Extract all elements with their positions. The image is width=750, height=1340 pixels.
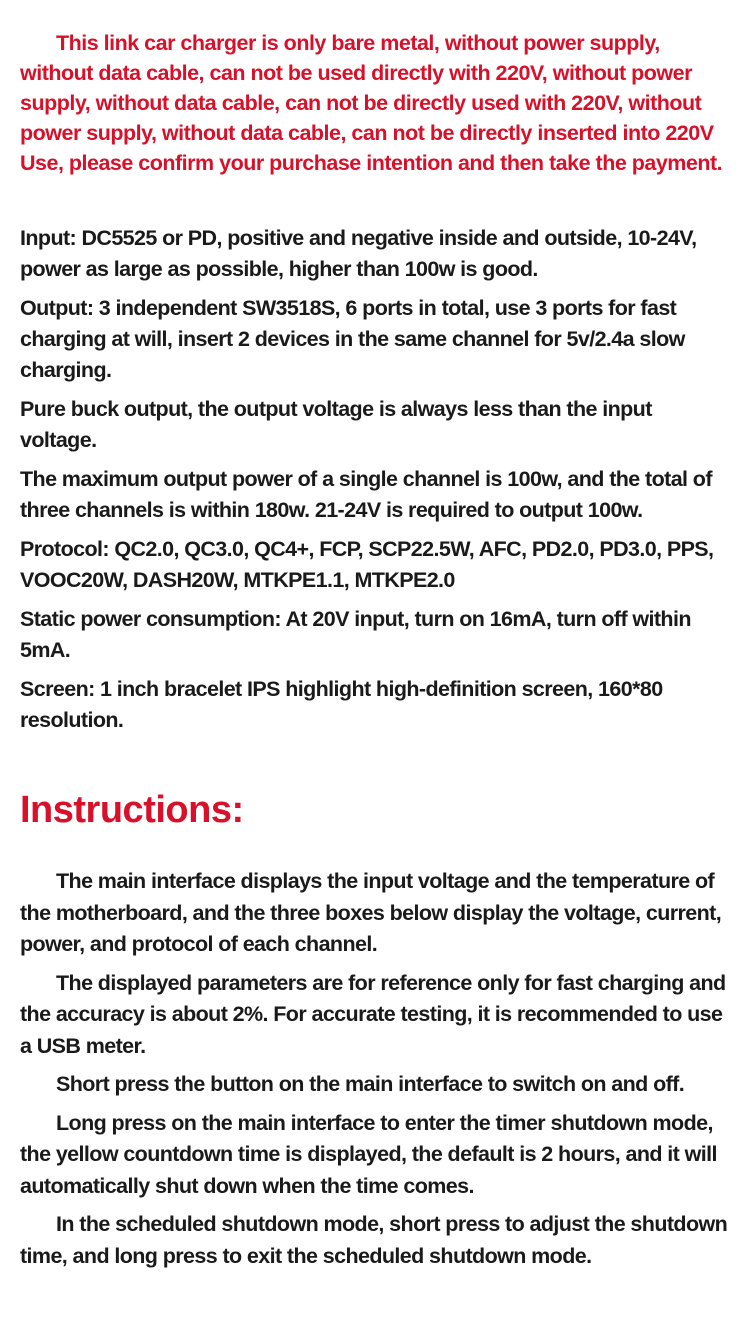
spec-output: Output: 3 independent SW3518S, 6 ports in total, use 3 ports for fast charging at will, insert 2 devices in the same channel for 5v/2.4a slow charging.: [20, 296, 685, 382]
purchase-warning-notice: This link car charger is only bare metal, without power supply, without data cable, can not be used directly with 220V, without power supply, without data cable, can not be directly used with 220V, without power supply, without data cable, can not be directly inserted into 220V Use, please confirm your purchase intention and then take the payment.: [20, 31, 723, 175]
instructions-section: [20, 866, 728, 1272]
spec-static-power: Static power consumption: At 20V input, turn on 16mA, turn off within 5mA.: [20, 607, 691, 662]
spec-max-power: The maximum output power of a single channel is 100w, and the total of three channels is within 180w. 21-24V is required to output 100w.: [20, 467, 712, 522]
instruction-scheduled-shutdown: In the scheduled shutdown mode, short press to adjust the shutdown time, and long press to exit the scheduled shutdown mode.: [20, 1212, 728, 1268]
spec-screen: Screen: 1 inch bracelet IPS highlight high-definition screen, 160*80 resolution.: [20, 677, 663, 732]
spec-buck-output: Pure buck output, the output voltage is always less than the input voltage.: [20, 397, 652, 452]
instruction-short-press: Short press the button on the main interface to switch on and off.: [56, 1072, 685, 1096]
instruction-accuracy: The displayed parameters are for reference only for fast charging and the accuracy is about 2%. For accurate testing, it is recommended to use a USB meter.: [20, 970, 726, 1058]
spec-protocol: Protocol: QC2.0, QC3.0, QC4+, FCP, SCP22.5W, AFC, PD2.0, PD3.0, PPS, VOOC20W, DASH20W, MTKPE1.1, MTKPE2.0: [20, 537, 714, 592]
specifications-section: [20, 223, 728, 736]
instruction-long-press: Long press on the main interface to enter the timer shutdown mode, the yellow countdown time is displayed, the default is 2 hours, and it will automatically shut down when the time comes.: [20, 1110, 717, 1198]
instructions-heading: Instructions:: [20, 789, 244, 831]
instruction-main-interface: The main interface displays the input voltage and the temperature of the motherboard, and the three boxes below display the voltage, current, power, and protocol of each channel.: [20, 869, 722, 956]
spec-input: Input: DC5525 or PD, positive and negative inside and outside, 10-24V, power as large as possible, higher than 100w is good.: [20, 226, 697, 281]
